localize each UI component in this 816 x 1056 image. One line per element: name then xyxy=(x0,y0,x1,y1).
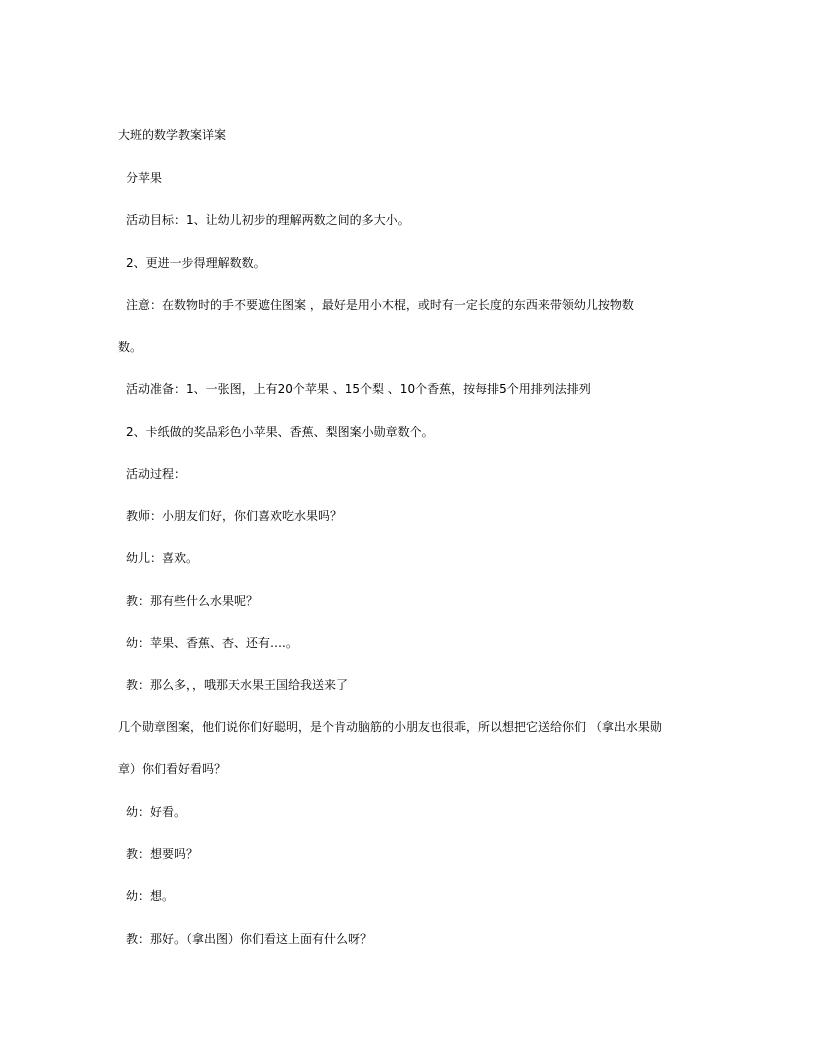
text-line: 2、更进一步得理解数数。 xyxy=(126,256,266,270)
text-line: 教师：小朋友们好，你们喜欢吃水果吗？ xyxy=(126,509,343,523)
text-line: 活动过程： xyxy=(126,467,187,481)
text-line: 幼：好看。 xyxy=(126,805,187,819)
text-line: 活动准备：1、一张图，上有20个苹果 、15个梨 、10个香蕉，按每排5个用排列法排列 xyxy=(126,382,591,396)
text-line: 几个勋章图案，他们说你们好聪明，是个肯动脑筋的小朋友也很乖，所以想把它送给你们 （拿出水果勋 xyxy=(118,720,662,734)
text-line: 数。 xyxy=(118,340,143,354)
text-line: 活动目标：1、让幼儿初步的理解两数之间的多大小。 xyxy=(126,213,410,227)
text-line: 教：那么多，，哦那天水果王国给我送来了 xyxy=(126,678,349,692)
text-line: 幼儿：喜欢。 xyxy=(126,551,199,565)
text-line: 幼：想。 xyxy=(126,889,175,903)
text-line: 幼：苹果、香蕉、杏、还有….。 xyxy=(126,636,298,650)
text-line: 2、卡纸做的奖品彩色小苹果、香蕉、梨图案小勋章数个。 xyxy=(126,425,434,439)
text-line: 分苹果 xyxy=(126,171,163,185)
text-line: 章）你们看好看吗？ xyxy=(118,762,227,776)
text-line: 教：那好。（拿出图）你们看这上面有什么呀？ xyxy=(126,932,373,946)
text-line: 教：想要吗？ xyxy=(126,847,199,861)
text-line: 注意：在数物时的手不要遮住图案 ，最好是用小木棍，或时有一定长度的东西来带领幼儿按物数 xyxy=(126,298,634,312)
text-line: 教：那有些什么水果呢？ xyxy=(126,594,259,608)
document-title: 大班的数学教案详案 xyxy=(118,128,227,142)
